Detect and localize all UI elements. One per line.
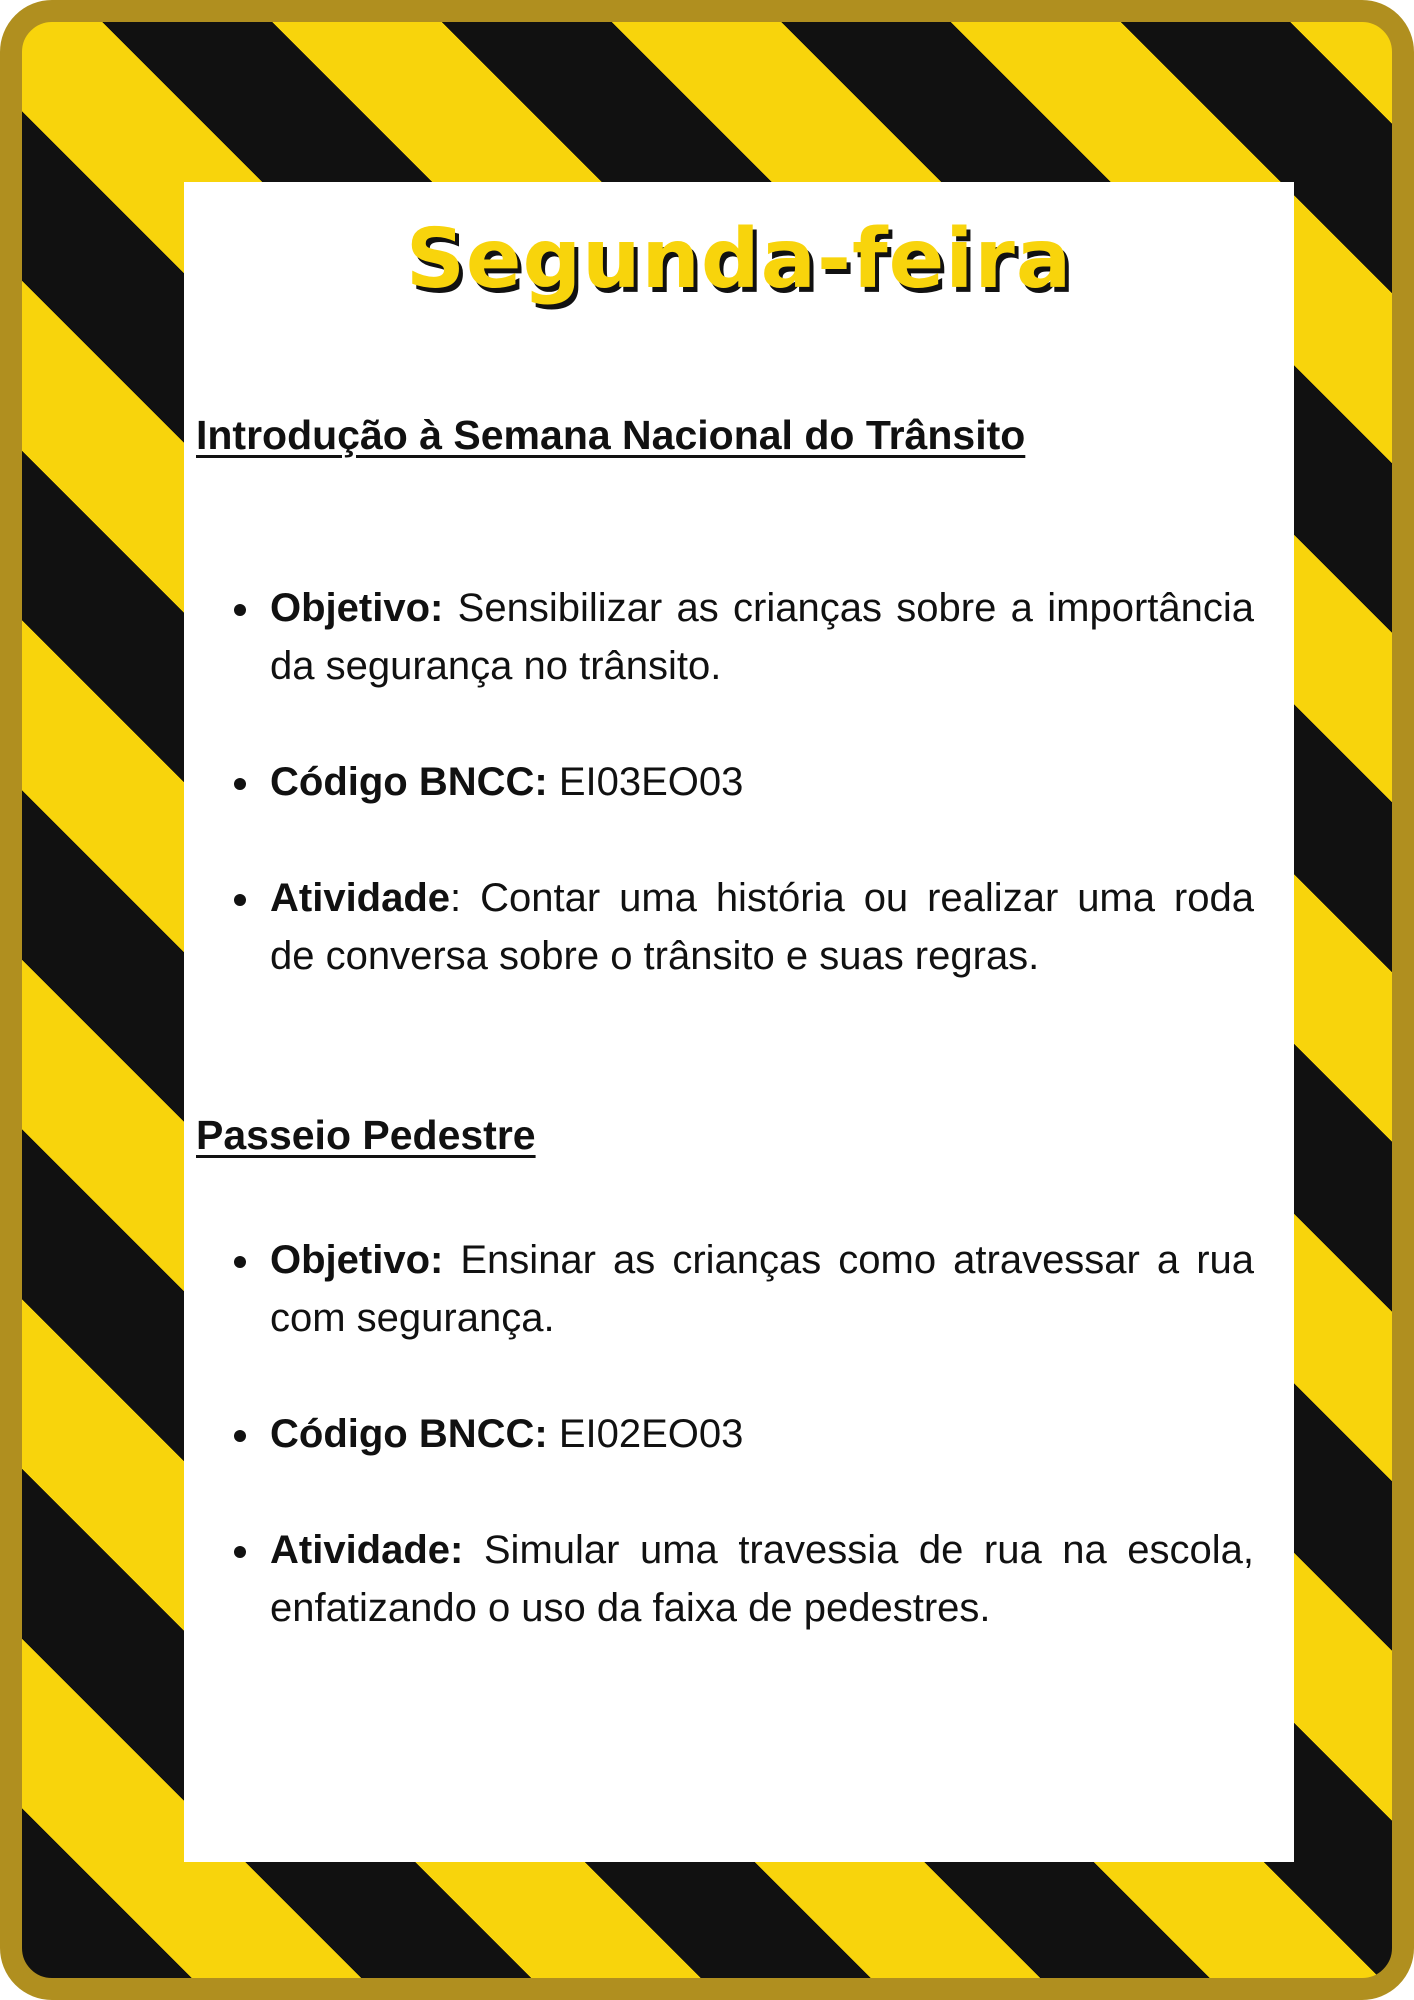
list-item <box>196 869 1254 985</box>
bullet-icon <box>234 778 246 790</box>
list-item <box>196 1231 1254 1347</box>
page-title: Segunda-feira <box>405 212 1073 307</box>
item-text: : Contar uma história ou realizar uma roda de conversa sobre o trânsito e suas regras. <box>270 876 1254 978</box>
section-pedestrian-walk <box>196 1112 1254 1695</box>
item-label: Atividade <box>270 876 451 920</box>
content-panel <box>184 182 1294 1862</box>
item-text: EI03EO03 <box>547 760 744 804</box>
list-item <box>196 1521 1254 1637</box>
item-text: EI02EO03 <box>547 1412 744 1456</box>
item-text: Simular uma travessia de rua na escola, enfatizando o uso da faixa de pedestres. <box>270 1528 1254 1630</box>
bullet-icon <box>234 1546 246 1558</box>
bullet-icon <box>234 604 246 616</box>
item-label: Objetivo: <box>270 586 444 630</box>
section-heading: Passeio Pedestre <box>196 1112 536 1158</box>
item-label: Código BNCC: <box>270 760 548 804</box>
section-intro <box>196 412 1254 1043</box>
list-item <box>196 579 1254 695</box>
item-text: Ensinar as crianças como atravessar a rua com segurança. <box>270 1238 1254 1340</box>
item-label: Atividade: <box>270 1528 464 1572</box>
bullet-icon <box>234 1430 246 1442</box>
list-item <box>196 1405 1254 1463</box>
item-label: Objetivo: <box>270 1238 444 1282</box>
section-heading: Introdução à Semana Nacional do Trânsito <box>196 412 1026 458</box>
item-list <box>196 1231 1254 1637</box>
item-list <box>196 579 1254 985</box>
list-item <box>196 753 1254 811</box>
item-text: Sensibilizar as crianças sobre a importância da segurança no trânsito. <box>270 586 1254 688</box>
bullet-icon <box>234 1256 246 1268</box>
item-label: Código BNCC: <box>270 1412 548 1456</box>
bullet-icon <box>234 894 246 906</box>
